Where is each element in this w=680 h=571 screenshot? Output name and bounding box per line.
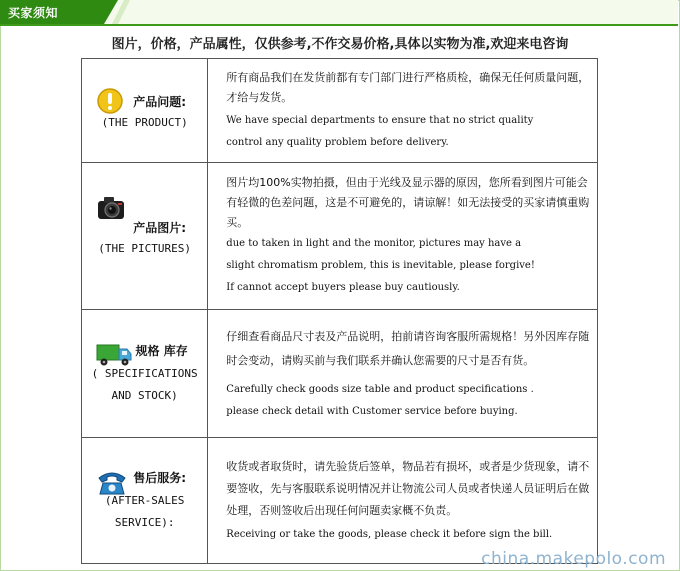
- notice-line: 图片，价格，产品属性，仅供参考,不作交易价格,具体以实物为准,欢迎来电咨询: [111, 37, 569, 52]
- row-label-cn: 产品图片:: [133, 220, 187, 235]
- row-text-en: If cannot accept buyers please buy cautiously.: [226, 282, 460, 293]
- row-text-en: control any quality problem before delivery.: [226, 136, 449, 148]
- truck-icon: [96, 342, 132, 368]
- row-label-en: ( SPECIFICATIONS AND STOCK): [91, 366, 198, 402]
- row-text-cn: 收货或者取货时，请先验货后签单，物品若有损坏，或者是少货现象，请不要签收，先与客服联系说明情况并让物流公司人员或者快递人员证明后在做处理，否则签收后出现任何问题卖家概不负责。: [226, 459, 590, 517]
- row-text-cell: [208, 163, 598, 310]
- row-label-cn: 售后服务:: [133, 470, 187, 485]
- table-row: [82, 310, 598, 438]
- row-label-cell: [82, 310, 208, 438]
- buyer-notice-table: [81, 58, 598, 564]
- row-label-en: (THE PICTURES): [98, 241, 191, 255]
- row-label-en: (THE PRODUCT): [101, 116, 188, 129]
- row-text-en: please check detail with Customer service before buying.: [226, 405, 518, 417]
- row-text-en: slight chromatism problem, this is inevitable, please forgive!: [226, 260, 535, 271]
- row-text-en: Receiving or take the goods, please check it before sign the bill.: [226, 528, 553, 540]
- table-row: [82, 59, 598, 163]
- header-title: 买家须知: [8, 6, 59, 20]
- row-text-cell: [208, 438, 598, 564]
- watermark: china.makepolo.com: [481, 549, 666, 569]
- table-row: [82, 163, 598, 310]
- row-text-en: due to taken in light and the monitor, pictures may have a: [226, 238, 522, 249]
- row-label-cn: 规格 库存: [135, 343, 188, 358]
- row-text-cell: [208, 59, 598, 163]
- row-label-en: (AFTER-SALES SERVICE):: [104, 493, 185, 529]
- row-text-cn: 图片均100%实物拍摄，但由于光线及显示器的原因，您所看到图片可能会有轻微的色差问题，这是不可避免的，请谅解！如无法接受的买家请慎重购买。: [226, 176, 590, 229]
- row-text-en: Carefully check goods size table and product specifications .: [226, 383, 534, 395]
- row-label-cell: [82, 163, 208, 310]
- row-text-cn: 所有商品我们在发货前都有专门部门进行严格质检，确保无任何质量问题，才给与发货。: [226, 70, 590, 104]
- row-text-cell: [208, 310, 598, 438]
- row-label-cell: [82, 59, 208, 163]
- table-row: [82, 438, 598, 564]
- row-label-cell: [82, 438, 208, 564]
- row-text-en: We have special departments to ensure that no strict quality: [226, 114, 534, 126]
- row-label-cn: 产品问题:: [133, 95, 187, 109]
- exclamation-icon: [96, 87, 124, 115]
- telephone-icon: [96, 468, 128, 496]
- header-bar: [0, 0, 678, 26]
- row-text-cn: 仔细查看商品尺寸表及产品说明，拍前请咨询客服所需规格！另外因库存随时会变动，请购买前与我们联系并确认您需要的尺寸是否有货。: [226, 329, 590, 367]
- camera-icon: [96, 193, 128, 223]
